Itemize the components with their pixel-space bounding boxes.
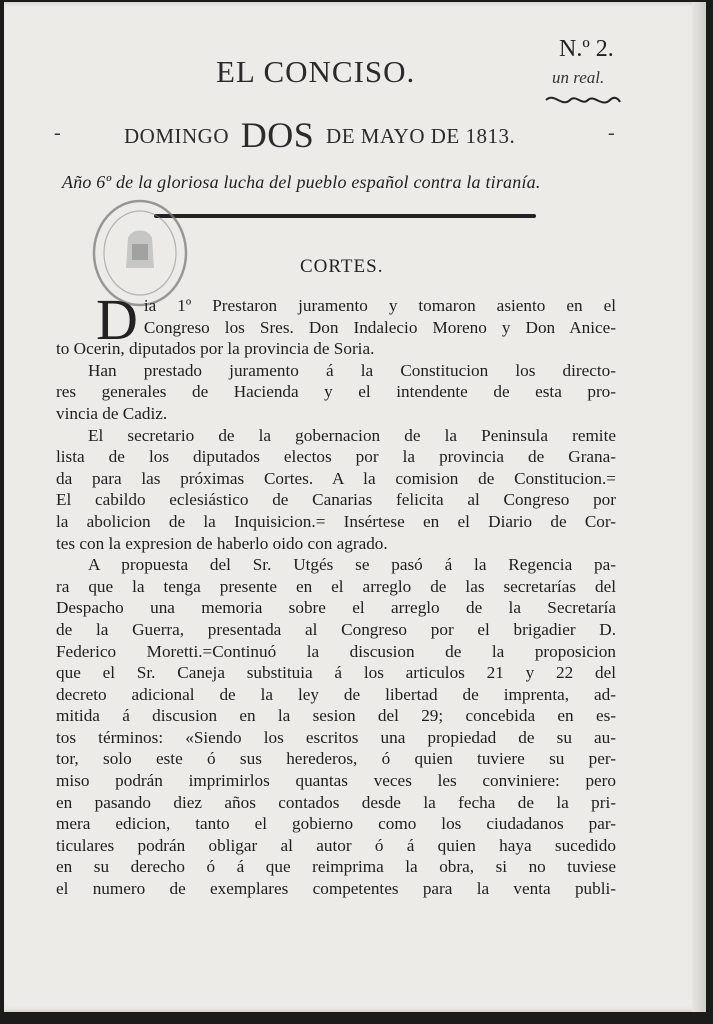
text-line: Han prestado juramento á la Constitucion los directo- <box>88 360 616 380</box>
text-line: ia 1º Prestaron juramento y tomaron asiento en el <box>143 296 616 315</box>
divider-rule <box>154 214 536 218</box>
flourish-ornament-icon <box>544 90 622 110</box>
text-line: tos términos: «Siendo los escritos una propiedad de su au- <box>56 727 616 747</box>
text-line: que el Sr. Caneja substituia á los articulos 21 y 22 del <box>56 663 616 683</box>
drop-cap: D <box>96 287 138 352</box>
text-line: la abolicion de la Inquisicion.= Insértese en el Diario de Cor- <box>56 511 616 531</box>
newspaper-title: EL CONCISO. <box>216 54 416 89</box>
page-edge <box>692 2 706 1012</box>
motto: Año 6º de la gloriosa lucha del pueblo español contra la tiranía. <box>62 172 541 192</box>
text-line: en pasando diez años contados desde la fecha de la pri- <box>56 792 616 812</box>
text-line: el numero de exemplares competentes para la venta publi- <box>56 879 616 899</box>
text-line: de la Guerra, presentada al Congreso por el brigadier D. <box>56 619 616 639</box>
text-line: ra que la tenga presente en el arreglo de las secretarías del <box>56 576 616 596</box>
text-line: tor, solo este ó sus herederos, ó quien tuviere su per- <box>56 749 616 769</box>
text-line: tes con la expresion de haberlo oido con agrado. <box>56 533 388 553</box>
text-line: decreto adicional de la ley de libertad de imprenta, ad- <box>56 684 616 704</box>
article-body <box>56 287 616 900</box>
text-line: mitida á discusion en la sesion del 29; concebida en es- <box>56 706 616 726</box>
dateline-suffix: DE MAYO DE 1813. <box>326 124 516 148</box>
text-line: El secretario de la gobernacion de la Peninsula remite <box>88 425 616 445</box>
ornament-dash: - <box>54 122 61 144</box>
dateline-day: DOS <box>240 115 315 155</box>
text-line: miso podrán imprimirlos quantas veces les conviniere: pero <box>56 771 616 791</box>
text-line: A propuesta del Sr. Utgés se pasó á la Regencia pa- <box>88 555 616 575</box>
price-label: un real. <box>552 68 605 87</box>
issue-number: N.º 2. <box>559 36 614 62</box>
newspaper-page <box>4 2 706 1012</box>
text-line: da para las próximas Cortes. A la comision de Constitucion.= <box>56 468 616 488</box>
text-line: lista de los diputados electos por la provincia de Grana- <box>56 447 616 467</box>
text-line: vincia de Cadiz. <box>56 403 168 423</box>
text-line: El cabildo eclesiástico de Canarias felicita al Congreso por <box>56 490 616 510</box>
text-line: en su derecho ó á que reimprima la obra, si no tuviese <box>56 857 616 877</box>
section-heading: CORTES. <box>300 256 384 277</box>
ornament-dash: - <box>608 122 615 144</box>
text-line: ticulares podrán obligar al autor ó á quien haya sucedido <box>56 835 616 855</box>
dateline <box>124 114 515 156</box>
text-line: res generales de Hacienda y el intendente de esta pro- <box>56 382 616 402</box>
text-line: Federico Moretti.=Continuó la discusion de la proposicion <box>56 641 616 661</box>
text-line: mera edicion, tanto el gobierno como los ciudadanos par- <box>56 814 616 834</box>
text-line: to Ocerin, diputados por la provincia de Soria. <box>56 339 375 359</box>
dateline-prefix: DOMINGO <box>124 124 229 148</box>
text-line: Congreso los Sres. Don Indalecio Moreno y Don Anice- <box>143 317 616 337</box>
text-line: Despacho una memoria sobre el arreglo de la Secretaría <box>56 598 616 618</box>
